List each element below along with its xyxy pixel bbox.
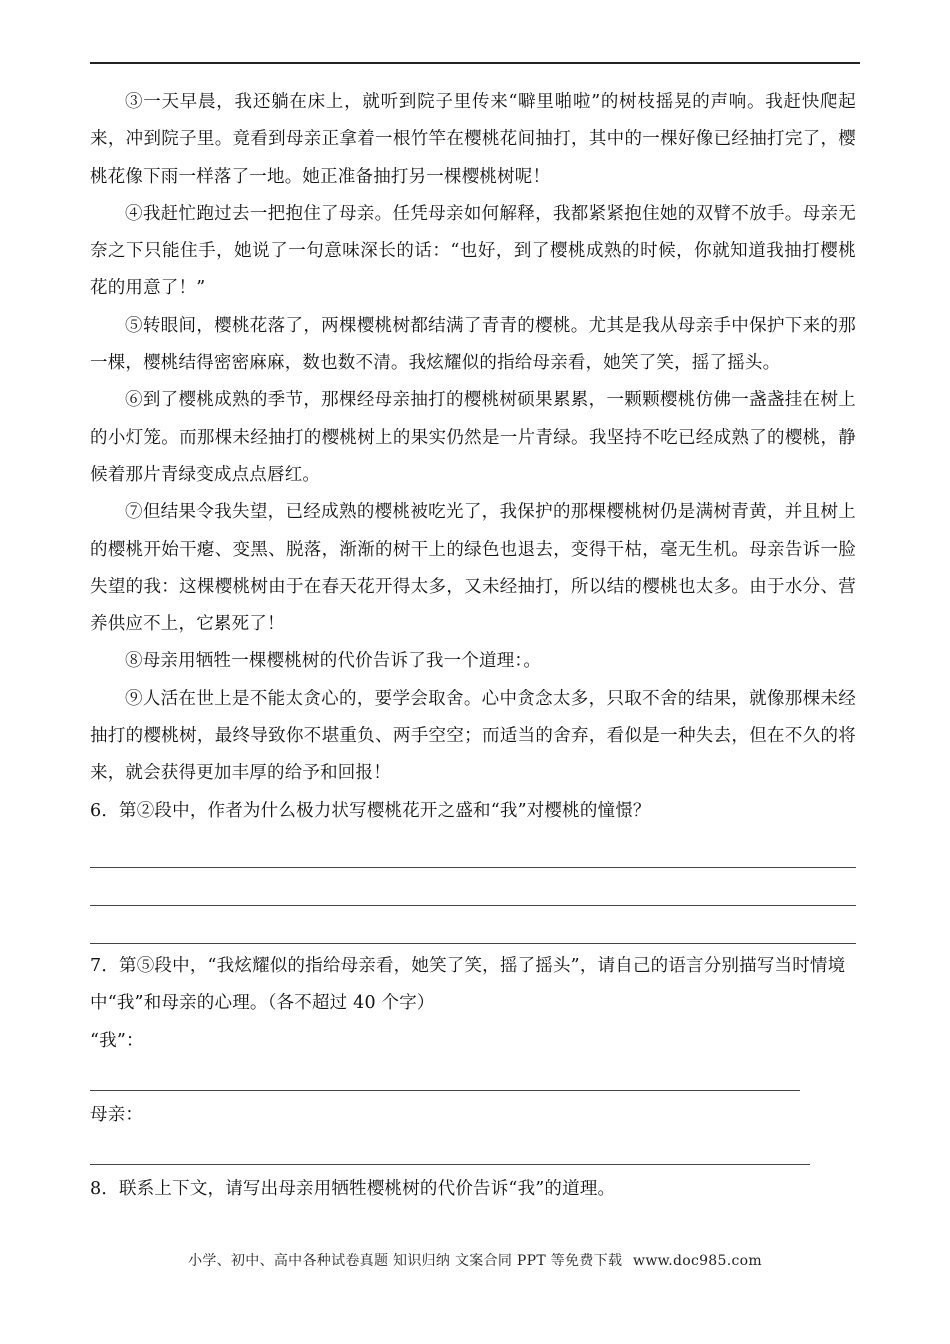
footer-url[interactable]: www.doc985.com	[633, 1253, 762, 1269]
paragraph-4: ④我赶忙跑过去一把抱住了母亲。任凭母亲如何解释，我都紧紧抱住她的双臂不放手。母亲无奈之下只能住手，她说了一句意味深长的话：“也好，到了樱桃成熟的时候，你就知道我抽打樱桃花的用意了！”	[90, 203, 856, 299]
header-rule	[90, 62, 860, 64]
q7-label-mother: 母亲：	[90, 1104, 144, 1125]
question-6: 6．第②段中，作者为什么极力状写樱桃花开之盛和“我”对樱桃的憧憬？	[90, 800, 651, 821]
paragraph-7: ⑦但结果令我失望，已经成熟的樱桃被吃光了，我保护的那棵樱桃树仍是满树青黄，并且树上的樱桃开始干瘪、变黑、脱落，渐渐的树干上的绿色也退去，变得干枯，毫无生机。母亲告诉一脸失望的我：这棵樱桃树由于在春天花开得太多，又未经抽打，所以结的樱桃也太多。由于水分、营养供应不上，它累死了！	[90, 502, 856, 635]
footer-text: 小学、初中、高中各种试卷真题 知识归纳 文案合同 PPT 等免费下载	[188, 1253, 623, 1269]
paragraph-6: ⑥到了樱桃成熟的季节，那棵经母亲抽打的樱桃树硕果累累，一颗颗樱桃仿佛一盏盏挂在树上的小灯笼。而那棵未经抽打的樱桃树上的果实仍然是一片青绿。我坚持不吃已经成熟了的樱桃，静候着那片青绿变成点点唇红。	[90, 390, 856, 485]
paragraph-5: ⑤转眼间，樱桃花落了，两棵樱桃树都结满了青青的樱桃。尤其是我从母亲手中保护下来的那一棵，樱桃结得密密麻麻，数也数不清。我炫耀似的指给母亲看，她笑了笑，摇了摇头。	[90, 315, 856, 374]
answer-line-q6-1[interactable]	[90, 830, 856, 868]
document-body	[90, 84, 856, 1208]
page-footer	[0, 1250, 950, 1270]
question-7: 7．第⑤段中，“我炫耀似的指给母亲看，她笑了笑，摇了摇头”，请自己的语言分别描写当时情境中“我”和母亲的心理。（各不超过 40 个字）	[90, 955, 846, 1014]
q7-label-me: “我”：	[90, 1030, 144, 1051]
answer-line-q7-mother[interactable]	[90, 1134, 810, 1165]
answer-line-q6-2[interactable]	[90, 868, 856, 906]
question-8: 8．联系上下文，请写出母亲用牺牲樱桃树的代价告诉“我”的道理。	[90, 1179, 616, 1200]
paragraph-8: ⑧母亲用牺牲一棵樱桃树的代价告诉了我一个道理：。	[125, 651, 542, 672]
paragraph-9: ⑨人活在世上是不能太贪心的，要学会取舍。心中贪念太多，只取不舍的结果，就像那棵未经抽打的樱桃树，最终导致你不堪重负、两手空空；而适当的舍弃，看似是一种失去，但在不久的将来，就会获得更加丰厚的给予和回报！	[90, 688, 856, 784]
answer-line-q7-me[interactable]	[90, 1060, 800, 1091]
paragraph-3: ③一天早晨，我还躺在床上，就听到院子里传来“噼里啪啦”的树枝摇晃的声响。我赶快爬起来，冲到院子里。竟看到母亲正拿着一根竹竿在樱桃花间抽打，其中的一棵好像已经抽打完了，樱桃花像下雨一样落了一地。她正准备抽打另一棵樱桃树呢！	[90, 92, 856, 187]
answer-line-q6-3[interactable]	[90, 906, 856, 944]
